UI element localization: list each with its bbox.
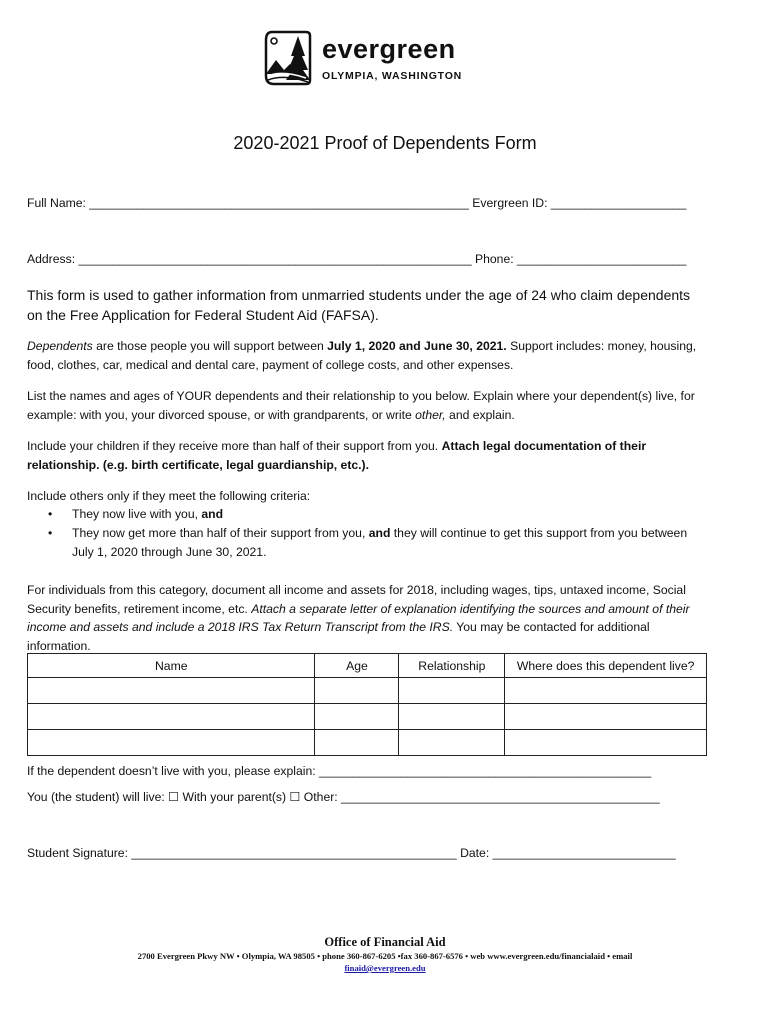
bullet-2-bold: and	[368, 526, 391, 540]
bullet-1-text: They now live with you,	[72, 507, 202, 521]
student-lives-row	[27, 790, 660, 804]
bullet-2-text-2: they will continue to get this support from you between July 1, 2020 through June 30, 2021.	[72, 526, 688, 559]
others-intro: Include others only if they meet the following criteria:	[27, 489, 311, 503]
other-option-field[interactable]: Other: _______________________________________________	[300, 790, 660, 804]
definition-term: Dependents	[27, 339, 93, 353]
student-lives-label: You (the student) will live:	[27, 790, 165, 804]
intro-paragraph: This form is used to gather information from unmarried students under the age of 24 who claim dependents on the Free Application for Federal Student Aid (FAFSA).	[27, 287, 691, 323]
dependents-table	[27, 653, 707, 756]
table-header-row	[28, 654, 707, 678]
list-other: other,	[415, 407, 446, 422]
full-name-field[interactable]: Full Name: ________________________________________________________ Evergreen ID: ____________________	[27, 196, 687, 210]
bullet-1-bold: and	[201, 507, 224, 521]
list-text-1: List the names and ages of YOUR dependents and their relationship to you below. Explain where your dependent(s) live, for example: with you, your divorced spouse, or with grandparents, or write	[27, 389, 695, 422]
parents-option-label: With your parent(s)	[179, 790, 290, 804]
table-row	[28, 678, 707, 704]
table-row	[28, 730, 707, 756]
name-cell[interactable]	[28, 678, 315, 704]
table-row	[28, 704, 707, 730]
parents-checkbox[interactable]: ☐	[168, 790, 180, 804]
relationship-cell[interactable]	[399, 678, 505, 704]
logo-wordmark: evergreen	[322, 34, 456, 64]
evergreen-logo-mark	[262, 30, 312, 86]
list-text-2: and explain.	[445, 407, 515, 422]
footer-office: Office of Financial Aid	[324, 935, 446, 949]
footer-address-line: 2700 Evergreen Pkwy NW • Olympia, WA 98505 • phone 360-867-6205 •fax 360-867-6576 • web www.evergreen.edu/financialaid • email	[137, 951, 633, 961]
age-cell[interactable]	[315, 730, 399, 756]
relationship-cell[interactable]	[399, 704, 505, 730]
where-cell[interactable]	[505, 730, 707, 756]
list-instructions	[27, 387, 707, 424]
children-instructions	[27, 437, 707, 474]
where-cell[interactable]	[505, 678, 707, 704]
explain-field[interactable]: If the dependent doesn’t live with you, please explain: _________________________________________________	[27, 764, 652, 778]
bullet-2-text-1: They now get more than half of their support from you,	[72, 526, 369, 540]
bullet-icon: •	[48, 507, 53, 521]
definition-dates: July 1, 2020 and June 30, 2021.	[327, 339, 507, 353]
address-field[interactable]: Address: __________________________________________________________ Phone: _________________________	[27, 252, 687, 266]
relationship-cell[interactable]	[399, 730, 505, 756]
logo-subtitle: OLYMPIA, WASHINGTON	[322, 70, 463, 82]
dependents-definition	[27, 337, 707, 374]
name-cell[interactable]	[28, 704, 315, 730]
header-age: Age	[315, 654, 399, 678]
header-where: Where does this dependent live?	[505, 654, 707, 678]
income-instructions	[27, 581, 707, 655]
header-name: Name	[28, 654, 315, 678]
where-cell[interactable]	[505, 704, 707, 730]
name-cell[interactable]	[28, 730, 315, 756]
header-relationship: Relationship	[399, 654, 505, 678]
bullet-icon: •	[48, 526, 53, 540]
income-italic: Attach a separate letter of explanation identifying the sources and amount of their income and assets and include a 2018 IRS Tax Return Transcript from the IRS.	[27, 601, 690, 634]
income-text-1: For individuals from this category, document all income and assets for 2018, including wages, tips, untaxed income, Social Security benefits, retirement income, etc.	[27, 583, 686, 616]
definition-text-2: Support includes: money, housing, food, clothes, car, medical and dental care, payment of college costs, and other expenses.	[27, 339, 697, 372]
income-text-2: You may be contacted for additional information.	[27, 620, 650, 653]
children-text: Include your children if they receive more than half of their support from you.	[27, 439, 442, 453]
age-cell[interactable]	[315, 704, 399, 730]
children-bold: Attach legal documentation of their relationship. (e.g. birth certificate, legal guardianship, etc.).	[27, 439, 647, 472]
other-checkbox[interactable]: ☐	[289, 790, 301, 804]
definition-text-1: are those people you will support between	[92, 339, 328, 353]
signature-field[interactable]: Student Signature: ________________________________________________ Date: ___________________________	[27, 846, 676, 860]
footer-address	[0, 950, 770, 974]
age-cell[interactable]	[315, 678, 399, 704]
footer-email-link[interactable]: finaid@evergreen.edu	[344, 963, 426, 973]
form-title: 2020-2021 Proof of Dependents Form	[233, 133, 537, 153]
